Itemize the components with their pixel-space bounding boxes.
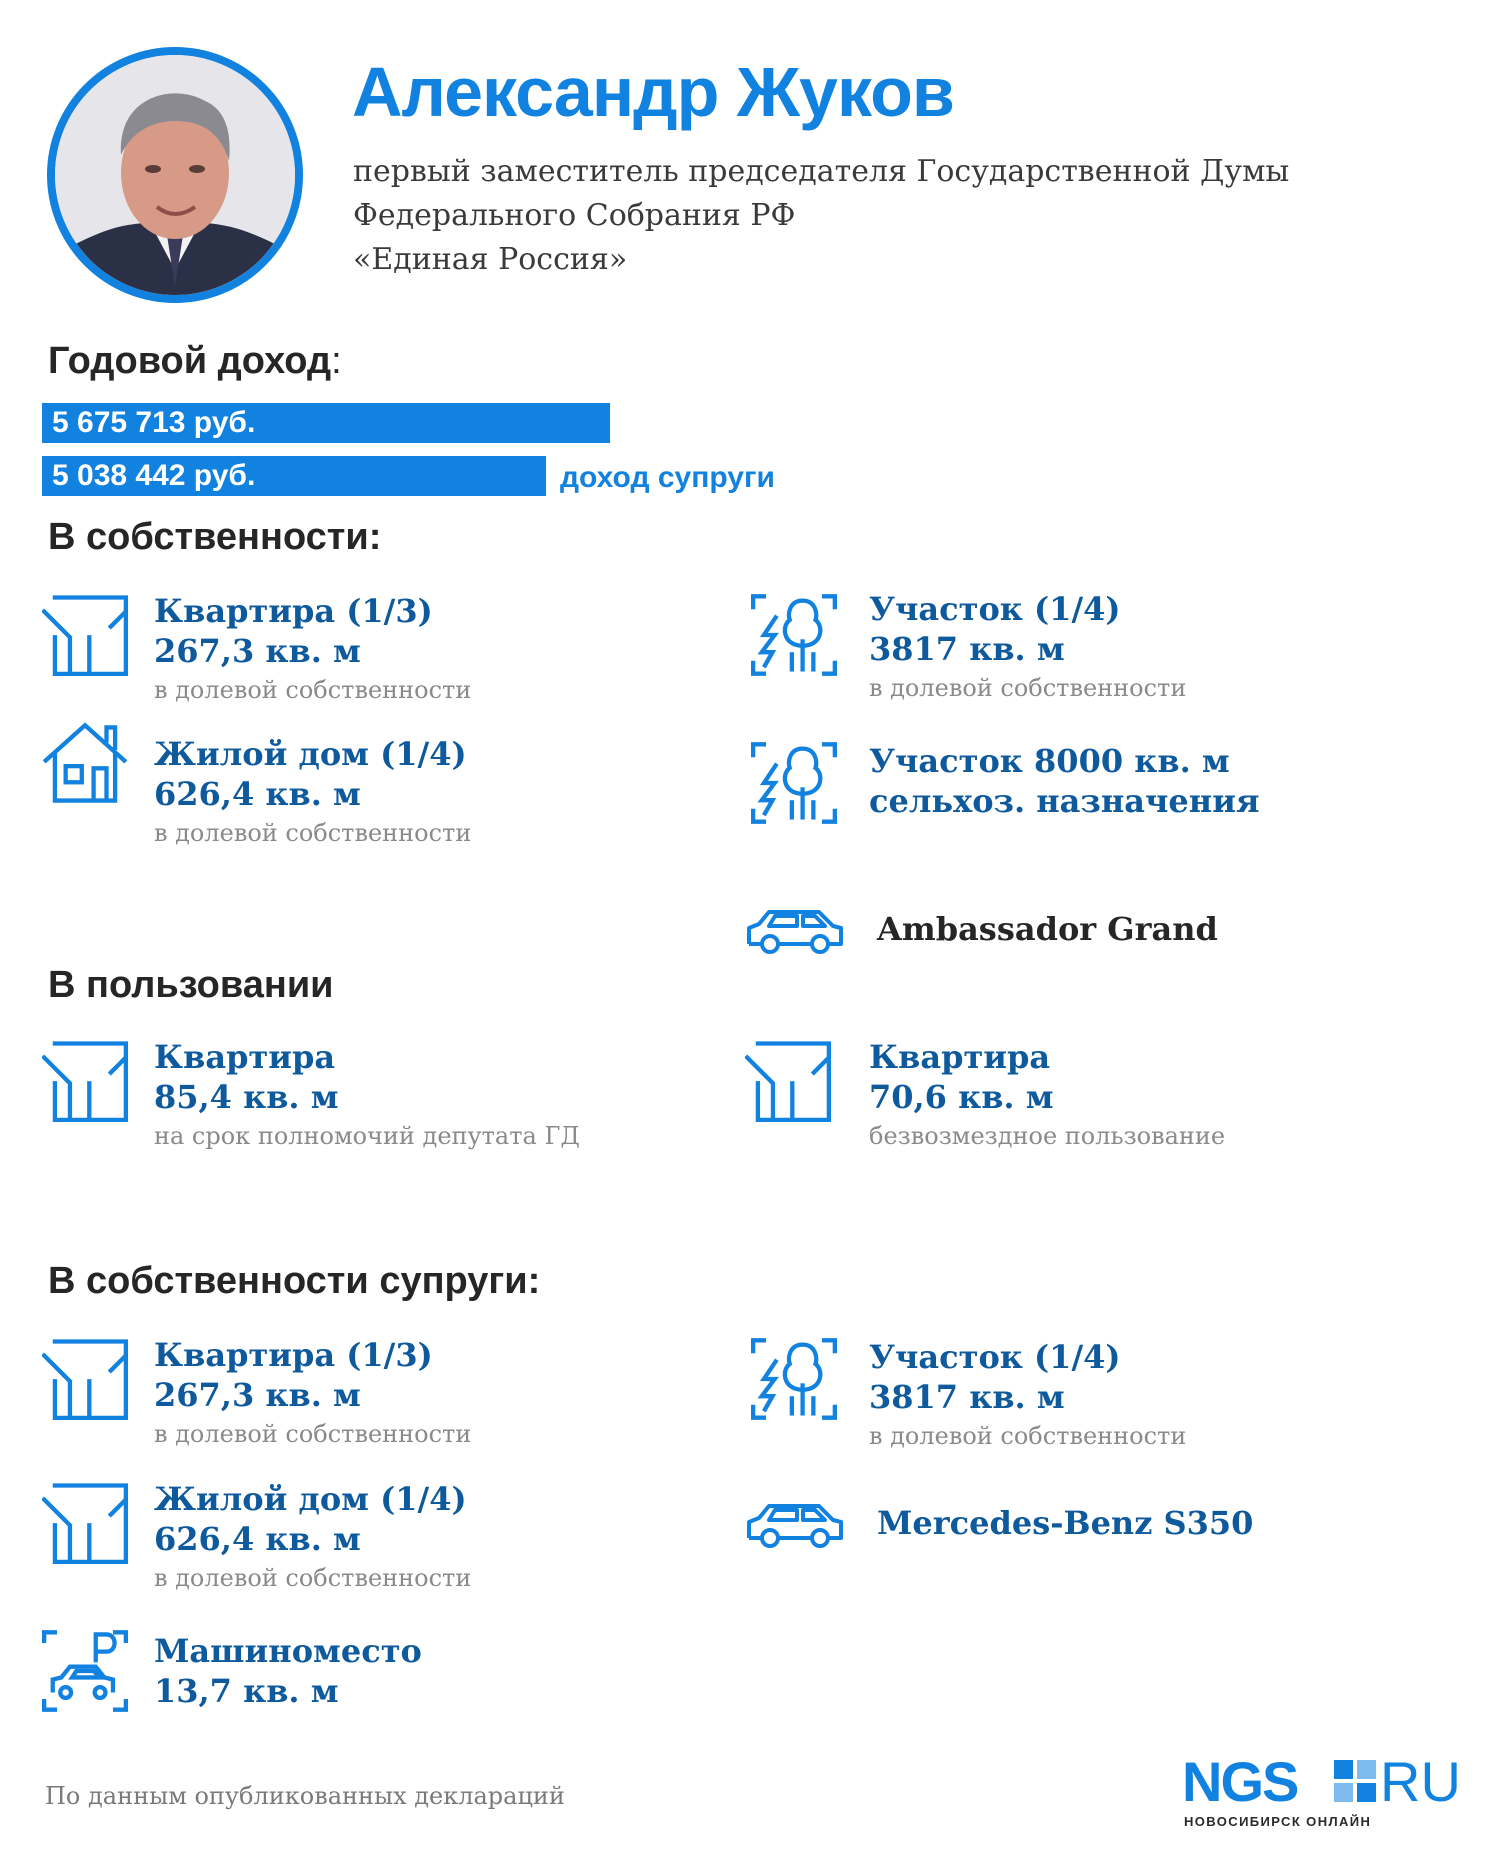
- party-name: «Единая Россия»: [353, 242, 628, 277]
- item-value: 267,3 кв. м: [154, 1376, 361, 1414]
- item-title: Машиноместо: [154, 1632, 422, 1670]
- item-title: Квартира: [154, 1038, 336, 1076]
- parking-space-icon: [42, 1628, 128, 1714]
- item-value: 85,4 кв. м: [154, 1078, 339, 1116]
- car-label: Mercedes-Benz S350: [877, 1504, 1254, 1542]
- item-title: Участок (1/4): [869, 590, 1121, 628]
- owned-section-title: В собственности:: [48, 516, 382, 558]
- item-value: 13,7 кв. м: [154, 1672, 339, 1710]
- car-icon: [745, 906, 845, 956]
- logo-subtitle: НОВОСИБИРСК ОНЛАЙН: [1184, 1814, 1372, 1829]
- item-note: в долевой собственности: [869, 674, 1187, 702]
- income-bar-own: [42, 403, 610, 443]
- position-line-2: Федерального Собрания РФ: [353, 198, 796, 233]
- apartment-icon: [42, 590, 128, 676]
- car-icon: [745, 1500, 845, 1550]
- source-note: По данным опубликованных деклараций: [45, 1782, 565, 1810]
- item-value: 626,4 кв. м: [154, 1520, 361, 1558]
- apartment-icon: [745, 1036, 831, 1122]
- apartment-icon: [42, 1334, 128, 1420]
- income-spouse-amount: 5 038 442 руб.: [52, 459, 256, 492]
- item-value: 70,6 кв. м: [869, 1078, 1054, 1116]
- portrait-illustration: [55, 55, 295, 295]
- position-line-1: первый заместитель председателя Государственной Думы: [353, 154, 1290, 189]
- income-section-title: [48, 340, 342, 383]
- item-title: Участок 8000 кв. м: [869, 742, 1230, 780]
- income-spouse-label: доход супруги: [560, 461, 775, 494]
- item-title: Жилой дом (1/4): [154, 735, 467, 773]
- item-title: Квартира: [869, 1038, 1051, 1076]
- person-position: [353, 150, 1289, 282]
- house-icon: [42, 721, 128, 807]
- logo-square-icon: [1334, 1760, 1376, 1802]
- portrait-photo: [47, 47, 303, 303]
- item-note: в долевой собственности: [154, 819, 472, 847]
- item-note: в долевой собственности: [154, 1420, 472, 1448]
- item-value: 267,3 кв. м: [154, 632, 361, 670]
- item-value: 3817 кв. м: [869, 1378, 1065, 1416]
- logo-ru-text: RU: [1380, 1750, 1461, 1813]
- item-title: Квартира (1/3): [154, 1336, 433, 1374]
- land-plot-icon: [751, 592, 837, 678]
- income-title-text: Годовой доход: [48, 340, 332, 382]
- income-title-colon: :: [331, 340, 342, 382]
- item-note: в долевой собственности: [869, 1422, 1187, 1450]
- item-value: 3817 кв. м: [869, 630, 1065, 668]
- item-title: Квартира (1/3): [154, 592, 433, 630]
- item-note: безвозмездное пользование: [869, 1122, 1226, 1150]
- person-name: Александр Жуков: [352, 53, 954, 131]
- item-title: Жилой дом (1/4): [154, 1480, 467, 1518]
- item-note: на срок полномочий депутата ГД: [154, 1122, 580, 1150]
- income-bar-spouse: [42, 456, 546, 496]
- item-note: в долевой собственности: [154, 1564, 472, 1592]
- car-label: Ambassador Grand: [877, 910, 1218, 948]
- land-plot-icon: [751, 1336, 837, 1422]
- land-plot-icon: [751, 740, 837, 826]
- item-note: в долевой собственности: [154, 676, 472, 704]
- item-title: Участок (1/4): [869, 1338, 1121, 1376]
- in-use-section-title: В пользовании: [48, 964, 334, 1006]
- apartment-icon: [42, 1036, 128, 1122]
- item-value: сельхоз. назначения: [869, 782, 1260, 820]
- logo-ngs-text: NGS: [1182, 1750, 1298, 1813]
- spouse-owned-section-title: В собственности супруги:: [48, 1260, 541, 1302]
- ngs-logo[interactable]: [1182, 1750, 1461, 1842]
- item-value: 626,4 кв. м: [154, 775, 361, 813]
- income-own-amount: 5 675 713 руб.: [52, 406, 256, 439]
- apartment-icon: [42, 1478, 128, 1564]
